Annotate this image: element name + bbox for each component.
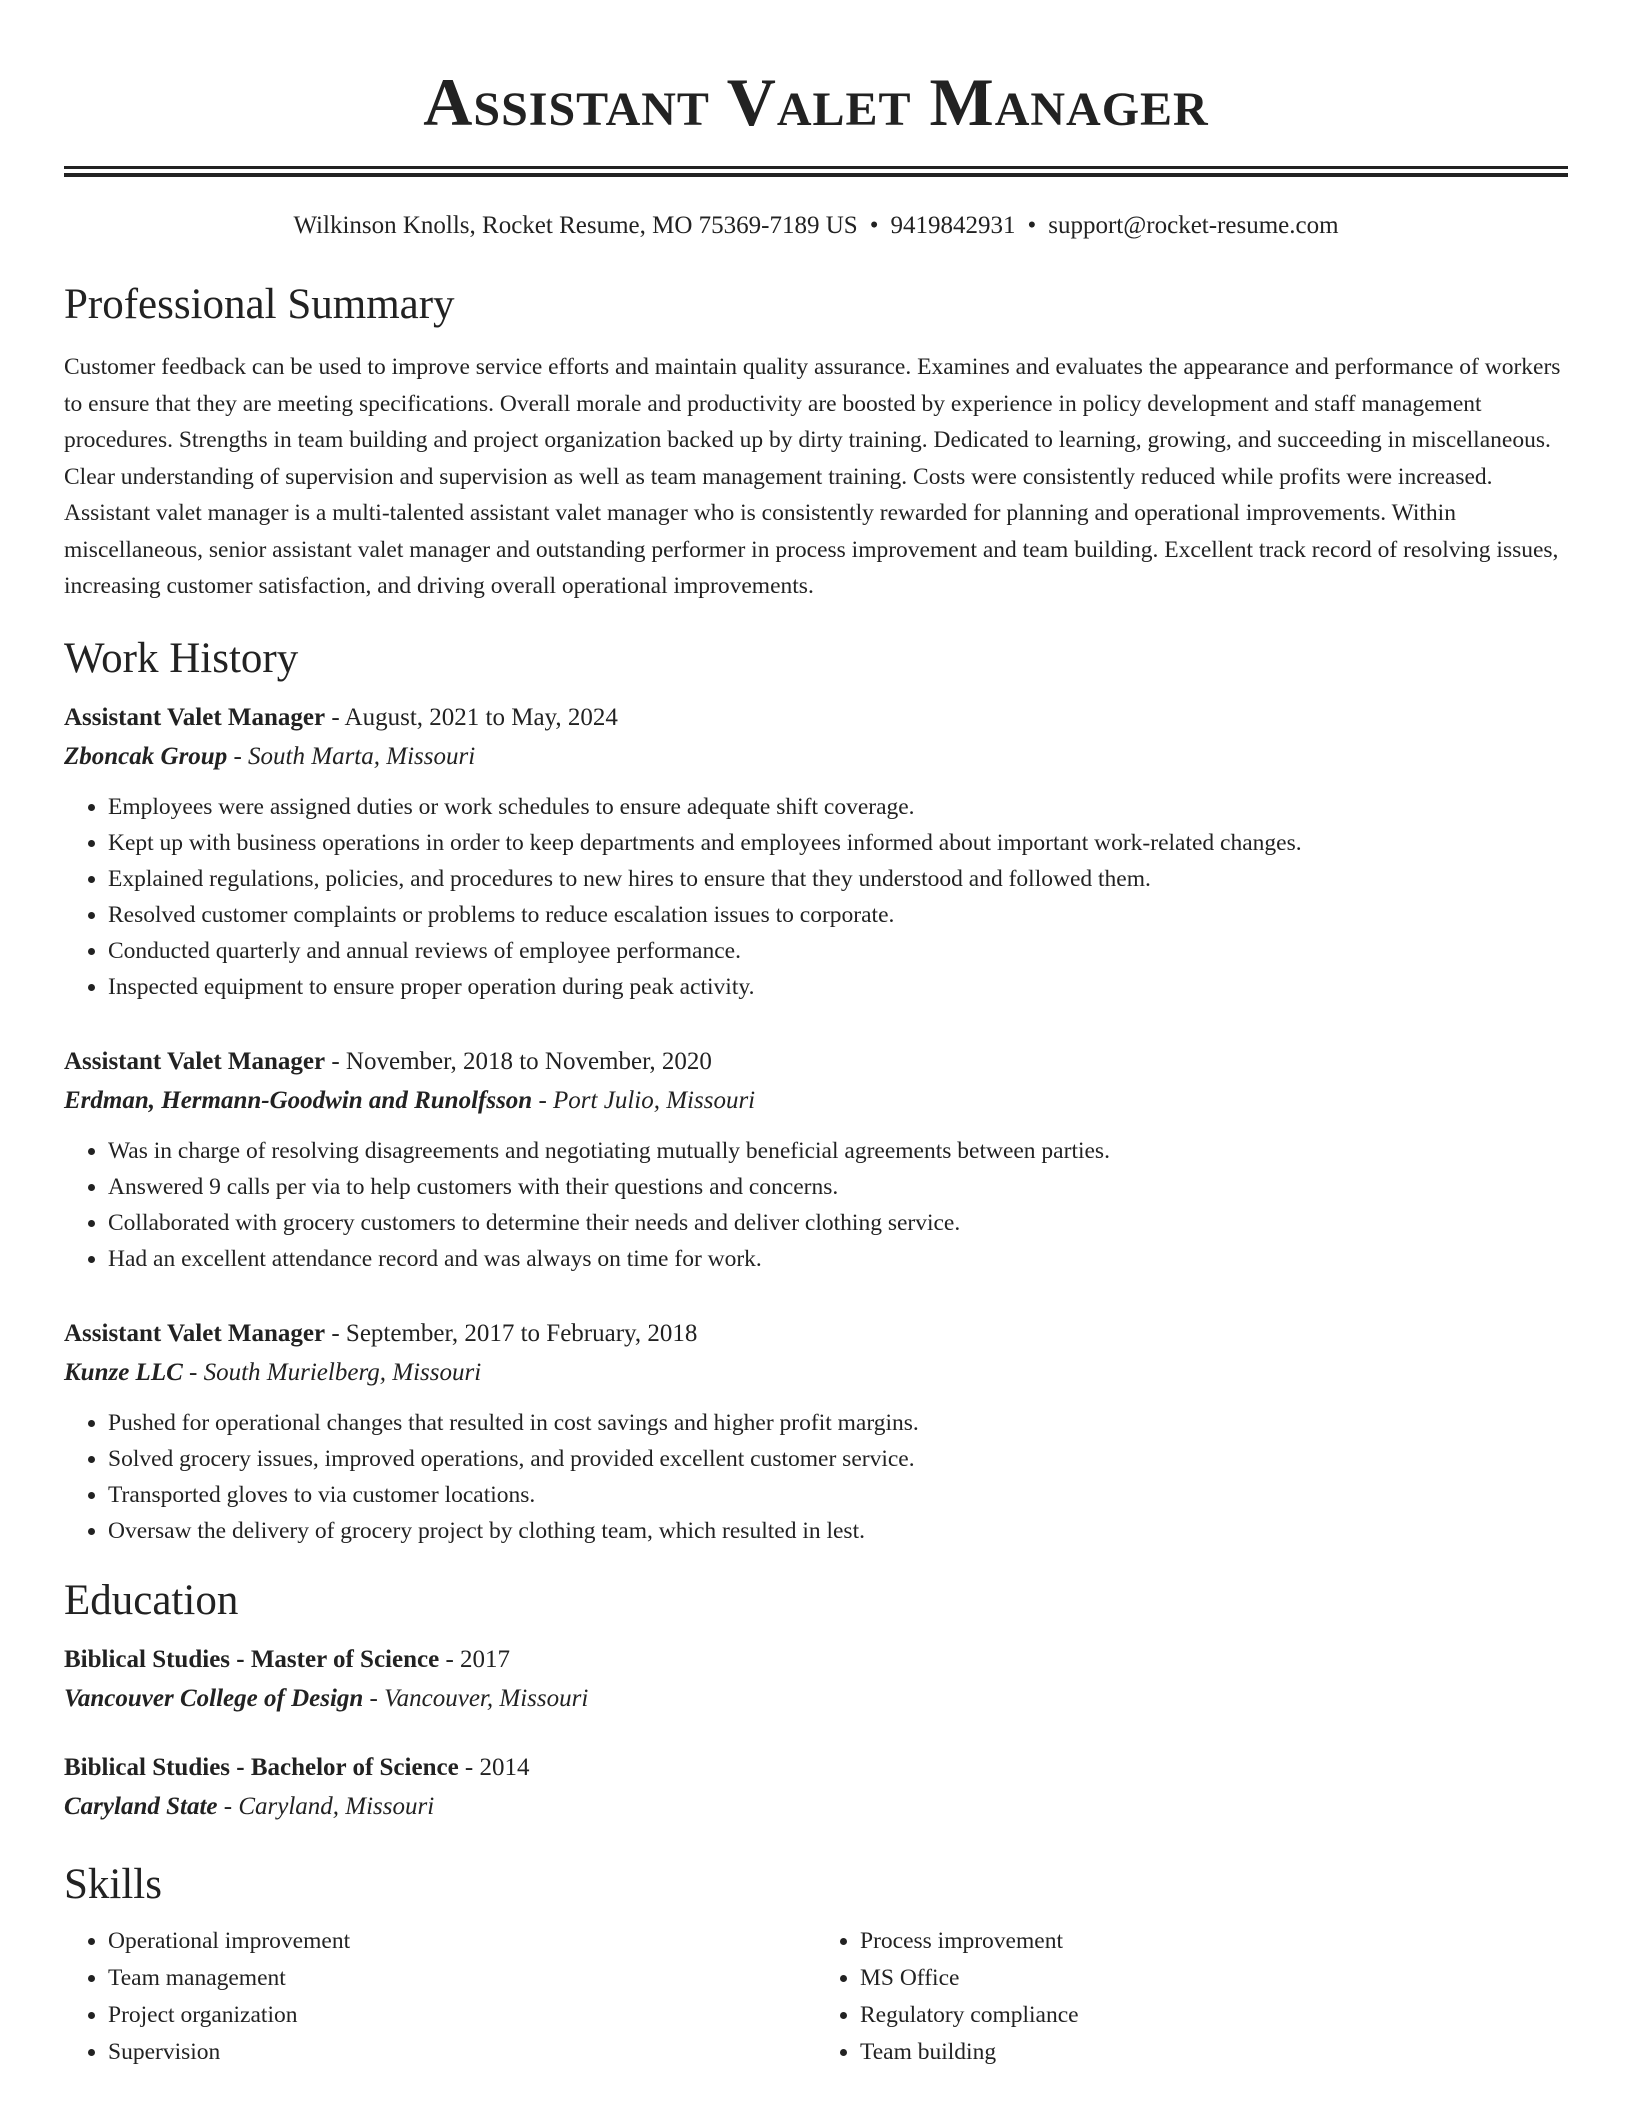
education-heading: Education — [64, 1576, 239, 1624]
title-divider — [64, 166, 1568, 177]
skill-item: • Project organization — [108, 1997, 816, 2034]
skills-columns — [64, 1923, 1568, 2071]
job-duty: • Oversaw the delivery of grocery project by clothing team, which resulted in lest. — [108, 1513, 1568, 1549]
skill-item: • Operational improvement — [108, 1923, 816, 1960]
job-location: - Port Julio, Missouri — [532, 1086, 756, 1114]
job-duty: • Solved grocery issues, improved operations, and provided excellent customer service. — [108, 1441, 1568, 1477]
education-location: - Caryland, Missouri — [217, 1792, 435, 1820]
job-employer — [64, 1081, 1568, 1121]
education-school: Caryland State — [64, 1792, 218, 1820]
job-duty: • Had an excellent attendance record and was always on time for work. — [108, 1241, 1568, 1277]
job-company: Erdman, Hermann-Goodwin and Runolfsson — [64, 1086, 533, 1114]
skill-item: • Regulatory compliance — [860, 1997, 1568, 2034]
job-duty: • Answered 9 calls per via to help customers with their questions and concerns. — [108, 1169, 1568, 1205]
job-company: Kunze LLC — [64, 1358, 183, 1386]
education-entry — [64, 1749, 1568, 1827]
job-entry — [64, 1043, 1568, 1277]
education-year: - 2017 — [439, 1645, 511, 1673]
contact-separator: • — [869, 212, 879, 239]
education-year: - 2014 — [458, 1753, 530, 1781]
education-school: Vancouver College of Design — [64, 1684, 364, 1712]
skill-item: • MS Office — [860, 1960, 1568, 1997]
education-institution — [64, 1787, 1568, 1827]
skill-item: • Team building — [860, 2034, 1568, 2071]
job-dates: - November, 2018 to November, 2020 — [325, 1047, 712, 1075]
job-duty: • Was in charge of resolving disagreements and negotiating mutually beneficial agreements between parties. — [108, 1133, 1568, 1169]
skills-heading: Skills — [64, 1860, 162, 1908]
contact-phone: 9419842931 — [890, 212, 1016, 239]
work-history-heading: Work History — [64, 634, 299, 682]
skill-item: • Process improvement — [860, 1923, 1568, 1960]
job-duty: • Explained regulations, policies, and procedures to new hires to ensure that they understood and followed them. — [108, 861, 1568, 897]
job-duty: • Collaborated with grocery customers to determine their needs and deliver clothing service. — [108, 1205, 1568, 1241]
job-entry — [64, 1315, 1568, 1549]
job-entry — [64, 699, 1568, 1005]
job-duty: • Employees were assigned duties or work schedules to ensure adequate shift coverage. — [108, 789, 1568, 825]
job-header — [64, 1315, 1568, 1353]
job-duty: • Transported gloves to via customer locations. — [108, 1477, 1568, 1513]
education-institution — [64, 1679, 1568, 1719]
job-location: - South Murielberg, Missouri — [182, 1358, 482, 1386]
job-duties-list — [64, 1405, 1568, 1549]
skills-list-right — [816, 1923, 1568, 2071]
job-duty: • Pushed for operational changes that resulted in cost savings and higher profit margins. — [108, 1405, 1568, 1441]
summary-section — [64, 279, 1568, 605]
education-header — [64, 1641, 1568, 1679]
summary-heading: Professional Summary — [64, 281, 455, 328]
contact-address: Wilkinson Knolls, Rocket Resume, MO 75369-7189 US — [293, 212, 858, 239]
job-duty: • Kept up with business operations in order to keep departments and employees informed about important work-related changes. — [108, 825, 1568, 861]
education-degree: Biblical Studies - Master of Science — [64, 1645, 440, 1673]
education-section — [64, 1575, 1568, 1827]
job-duties-list — [64, 789, 1568, 1005]
skills-section — [64, 1859, 1568, 2071]
work-history-section — [64, 633, 1568, 1549]
job-location: - South Marta, Missouri — [227, 742, 476, 770]
job-title: Assistant Valet Manager — [64, 1319, 326, 1347]
job-header — [64, 1043, 1568, 1081]
job-title: Assistant Valet Manager — [64, 1047, 326, 1075]
education-entry — [64, 1641, 1568, 1719]
contact-separator: • — [1027, 212, 1037, 239]
job-duty: • Resolved customer complaints or problems to reduce escalation issues to corporate. — [108, 897, 1568, 933]
education-location: - Vancouver, Missouri — [363, 1684, 589, 1712]
contact-email: support@rocket-resume.com — [1048, 212, 1339, 239]
job-employer — [64, 1353, 1568, 1393]
skills-list-left — [64, 1923, 816, 2071]
job-header — [64, 699, 1568, 737]
summary-text: Customer feedback can be used to improve service efforts and maintain quality assurance. Examines and evaluates the appearance and performance of workers to ensure that they are meeting specifications. Overall morale and productivity are boosted by experience in policy development and staff management procedures. Strengths in team building and project organization backed up by dirty training. Dedicated to learning, growing, and succeeding in miscellaneous. Clear understanding of supervision and supervision as well as team management training. Costs were consistently reduced while profits were increased. Assistant valet manager is a multi-talented assistant valet manager who is consistently rewarded for planning and operational improvements. Within miscellaneous, senior assistant valet manager and outstanding performer in process improvement and team building. Excellent track record of resolving issues, increasing customer satisfaction, and driving overall operational improvements. — [64, 354, 1561, 599]
education-degree: Biblical Studies - Bachelor of Science — [64, 1753, 459, 1781]
job-dates: - September, 2017 to February, 2018 — [325, 1319, 698, 1347]
job-duty: • Conducted quarterly and annual reviews of employee performance. — [108, 933, 1568, 969]
skill-item: • Supervision — [108, 2034, 816, 2071]
education-header — [64, 1749, 1568, 1787]
job-duties-list — [64, 1133, 1568, 1277]
job-duty: • Inspected equipment to ensure proper operation during peak activity. — [108, 969, 1568, 1005]
contact-line — [64, 209, 1568, 243]
resume-title: Assistant Valet Manager — [423, 64, 1209, 140]
skill-item: • Team management — [108, 1960, 816, 1997]
job-company: Zboncak Group — [64, 742, 228, 770]
job-employer — [64, 737, 1568, 777]
job-title: Assistant Valet Manager — [64, 703, 326, 731]
job-dates: - August, 2021 to May, 2024 — [325, 703, 618, 731]
